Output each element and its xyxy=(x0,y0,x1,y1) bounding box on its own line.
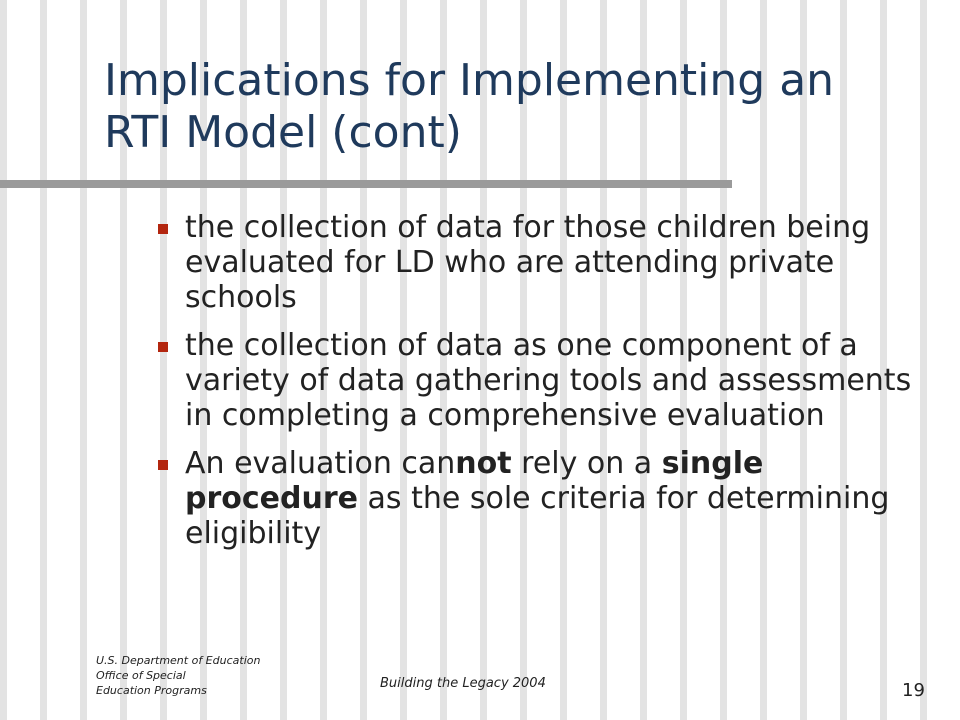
slide-page-number: 19 xyxy=(902,680,925,701)
footer-event-name: Building the Legacy 2004 xyxy=(380,676,546,691)
bullet-text: the collection of data as one component of a variety of data gathering tools and assessments in completing a comprehensive evaluation xyxy=(185,328,912,433)
square-bullet-icon xyxy=(158,224,168,234)
bullet-item xyxy=(158,328,938,433)
bullet-text-emphasis: single procedure xyxy=(185,446,764,516)
footer-organization xyxy=(96,653,260,698)
square-bullet-icon xyxy=(158,342,168,352)
bullet-list xyxy=(158,210,938,564)
bullet-item xyxy=(158,210,938,315)
title-divider-bar xyxy=(0,180,732,188)
footer-org-line-1: U.S. Department of Education xyxy=(96,654,261,667)
bullet-item xyxy=(158,446,938,551)
bullet-text: the collection of data for those children being evaluated for LD who are attending private schools xyxy=(185,210,871,315)
slide-title-line-2: RTI Model (cont) xyxy=(104,107,462,158)
bullet-text-emphasis: not xyxy=(455,446,512,481)
slide-title-line-1: Implications for Implementing an xyxy=(104,55,835,106)
square-bullet-icon xyxy=(158,460,168,470)
bullet-text-segment: rely on a xyxy=(511,446,662,481)
bullet-text-segment: as the sole criteria for determining eligibility xyxy=(185,481,890,551)
footer-org-line-2: Office of Special xyxy=(96,669,186,682)
footer-org-line-3: Education Programs xyxy=(96,684,207,697)
bullet-text-segment: An evaluation can xyxy=(185,446,456,481)
bullet-text xyxy=(185,446,889,551)
slide-title xyxy=(104,55,934,159)
